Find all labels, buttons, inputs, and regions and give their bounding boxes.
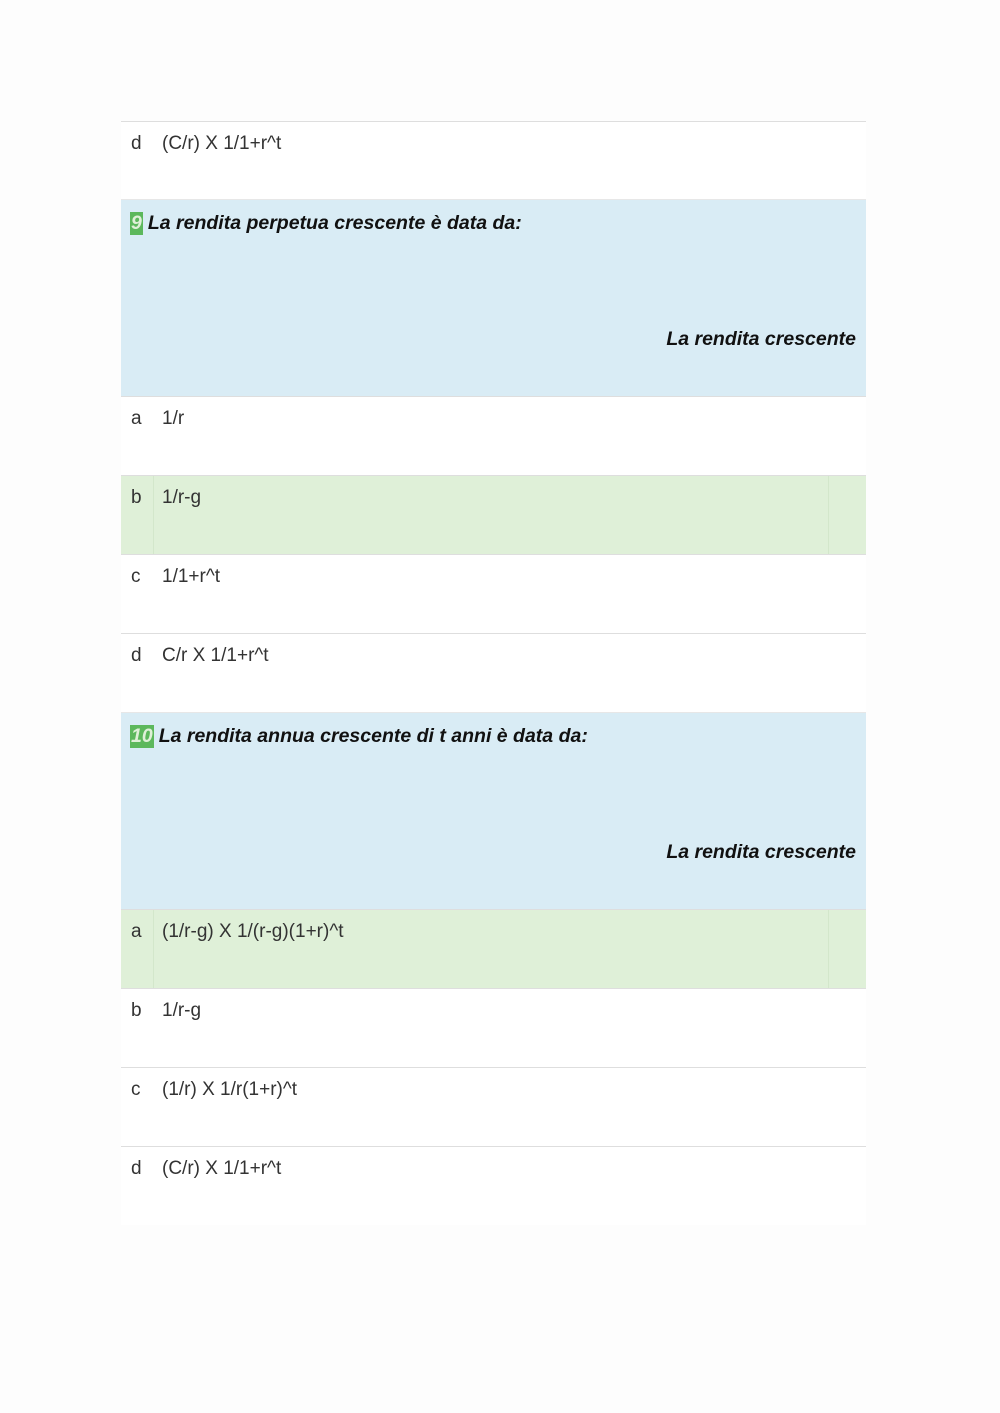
answer-text: C/r X 1/1+r^t (162, 645, 269, 666)
answer-row-c (121, 554, 866, 633)
question-9 (121, 199, 866, 396)
answer-letter: b (131, 487, 142, 508)
answer-row-d (121, 1146, 866, 1225)
answer-text: 1/r (162, 408, 185, 429)
answer-letter: b (131, 1000, 142, 1021)
answer-text: 1/1+r^t (162, 566, 221, 587)
answer-row-d (121, 633, 866, 712)
question-heading (130, 725, 588, 748)
question-heading (130, 212, 522, 235)
answer-letter: a (131, 921, 142, 942)
answer-letter: d (131, 1158, 142, 1179)
question-title: La rendita perpetua crescente è data da: (147, 212, 522, 234)
answer-row-b-correct (121, 475, 866, 554)
answer-text: (1/r) X 1/r(1+r)^t (162, 1079, 298, 1100)
cell-divider (828, 910, 866, 988)
quiz-sheet (121, 121, 866, 1225)
answer-text: (C/r) X 1/1+r^t (162, 133, 282, 154)
question-title: La rendita annua crescente di t anni è data da: (158, 725, 588, 747)
answer-text: (1/r-g) X 1/(r-g)(1+r)^t (162, 921, 344, 942)
cell-divider (828, 476, 866, 554)
answer-row-c (121, 1067, 866, 1146)
answer-letter: a (131, 408, 142, 429)
answer-letter: c (131, 566, 141, 587)
answer-row-d (121, 121, 866, 199)
answer-row-b (121, 988, 866, 1067)
answer-text: 1/r-g (162, 487, 202, 508)
answer-letter: d (131, 645, 142, 666)
answer-letter: d (131, 133, 142, 154)
question-10 (121, 712, 866, 909)
question-topic: La rendita crescente (666, 841, 856, 863)
question-number-badge: 10 (131, 725, 153, 747)
answer-letter: c (131, 1079, 141, 1100)
question-number-badge: 9 (131, 212, 142, 234)
answer-text: (C/r) X 1/1+r^t (162, 1158, 282, 1179)
question-topic: La rendita crescente (666, 328, 856, 350)
answer-row-a-correct (121, 909, 866, 988)
answer-text: 1/r-g (162, 1000, 202, 1021)
answer-row-a (121, 396, 866, 475)
